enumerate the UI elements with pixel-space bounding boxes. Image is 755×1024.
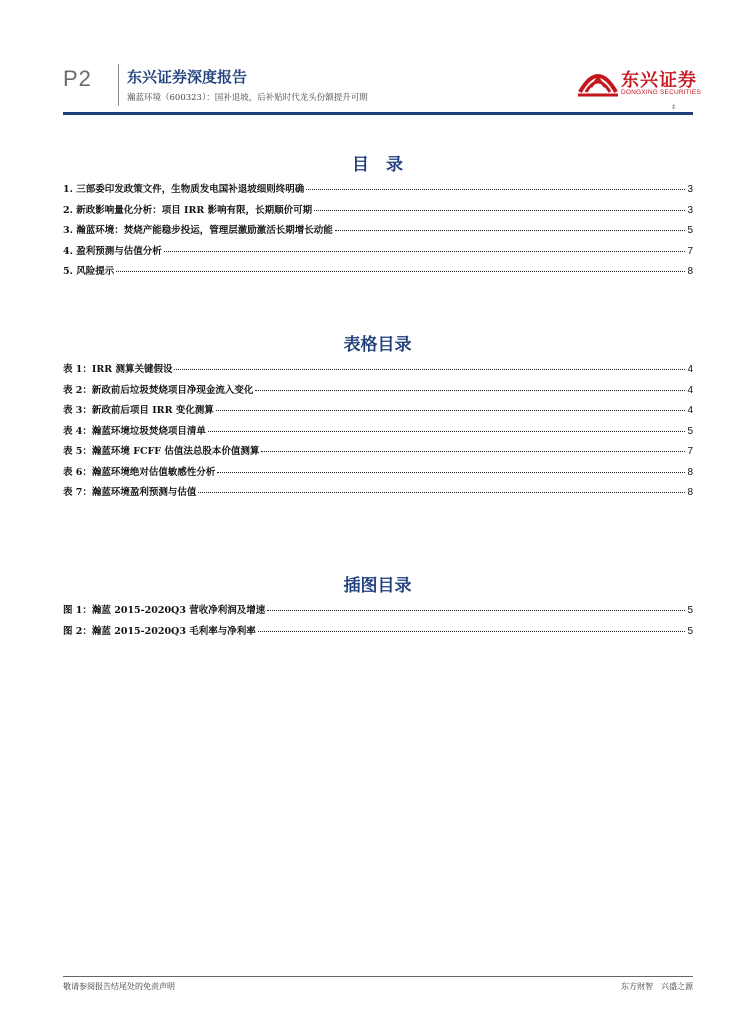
leader-dots bbox=[261, 450, 685, 452]
tables-toc-title: 表格目录 bbox=[343, 335, 412, 355]
table-toc-item-page: 7 bbox=[687, 446, 693, 457]
leader-dots bbox=[255, 389, 685, 391]
toc-item[interactable] bbox=[63, 243, 693, 264]
leader-dots bbox=[314, 209, 685, 211]
leader-dots bbox=[217, 471, 685, 473]
footer-rule bbox=[63, 976, 693, 977]
footer-slogan: 东方财智 兴盛之源 bbox=[621, 982, 693, 991]
leader-dots bbox=[306, 188, 685, 190]
tables-toc-list bbox=[63, 361, 693, 505]
leader-dots bbox=[116, 270, 685, 272]
toc-item[interactable] bbox=[63, 222, 693, 243]
toc-item[interactable] bbox=[63, 202, 693, 223]
leader-dots bbox=[216, 409, 686, 411]
table-toc-item[interactable] bbox=[63, 484, 693, 505]
toc-item-page: 8 bbox=[687, 266, 693, 277]
figure-toc-item[interactable] bbox=[63, 602, 693, 623]
table-toc-item-page: 8 bbox=[687, 487, 693, 498]
table-toc-item-label: 表 6：瀚蓝环境绝对估值敏感性分析 bbox=[63, 466, 216, 478]
logo-english-text: DONGXING SECURITIES bbox=[621, 89, 702, 96]
figure-toc-item-label: 图 1：瀚蓝 2015-2020Q3 营收净利润及增速 bbox=[63, 605, 266, 616]
table-toc-item-label: 表 2：新政前后垃圾焚烧项目净现金流入变化 bbox=[63, 384, 254, 396]
toc-item-page: 5 bbox=[687, 225, 693, 236]
table-toc-item-label: 表 1：IRR 测算关键假设 bbox=[63, 364, 173, 375]
logo-text: 东兴证券 bbox=[621, 70, 697, 91]
toc-title: 目 录 bbox=[352, 155, 403, 175]
toc-item-label: 1. 三部委印发政策文件，生物质发电国补退坡细则终明确 bbox=[63, 184, 305, 195]
table-toc-item[interactable] bbox=[63, 382, 693, 403]
table-toc-item-label: 表 4：瀚蓝环境垃圾焚烧项目清单 bbox=[63, 425, 206, 437]
table-toc-item-label: 表 3：新政前后项目 IRR 变化测算 bbox=[63, 405, 214, 416]
table-toc-item-page: 4 bbox=[687, 405, 693, 416]
table-toc-item-label: 表 7：瀚蓝环境盈利预测与估值 bbox=[63, 487, 197, 498]
table-toc-item-page: 5 bbox=[687, 425, 693, 437]
toc-item-page: 3 bbox=[687, 184, 693, 195]
leader-dots bbox=[208, 430, 686, 432]
figure-toc-item-page: 5 bbox=[687, 605, 693, 616]
table-toc-item-page: 4 bbox=[687, 384, 693, 396]
toc-item-page: 3 bbox=[687, 204, 693, 216]
leader-dots bbox=[164, 250, 686, 252]
leader-dots bbox=[267, 609, 685, 611]
corner-mark: ‡ bbox=[672, 103, 676, 111]
leader-dots bbox=[198, 491, 685, 493]
figure-toc-item[interactable] bbox=[63, 623, 693, 644]
table-toc-item[interactable] bbox=[63, 402, 693, 423]
table-toc-item-label: 表 5：瀚蓝环境 FCFF 估值法总股本价值测算 bbox=[63, 446, 260, 457]
toc-item-label: 4. 盈利预测与估值分析 bbox=[63, 245, 162, 257]
header-divider bbox=[118, 64, 119, 106]
toc-item-page: 7 bbox=[687, 245, 693, 257]
toc-item[interactable] bbox=[63, 181, 693, 202]
table-toc-item[interactable] bbox=[63, 361, 693, 382]
page-header bbox=[0, 0, 755, 118]
header-rule bbox=[63, 112, 693, 115]
toc-list bbox=[63, 181, 693, 284]
figures-toc-list bbox=[63, 602, 693, 643]
table-toc-item-page: 8 bbox=[687, 466, 693, 478]
leader-dots bbox=[258, 630, 686, 632]
table-toc-item[interactable] bbox=[63, 423, 693, 444]
figure-toc-item-label: 图 2：瀚蓝 2015-2020Q3 毛利率与净利率 bbox=[63, 625, 256, 637]
toc-item-label: 5. 风险提示 bbox=[63, 266, 115, 277]
toc-item[interactable] bbox=[63, 263, 693, 284]
toc-item-label: 2. 新政影响量化分析：项目 IRR 影响有限，长期顺价可期 bbox=[63, 204, 313, 216]
figures-toc-title: 插图目录 bbox=[343, 576, 412, 596]
figure-toc-item-page: 5 bbox=[687, 625, 693, 637]
table-toc-item[interactable] bbox=[63, 464, 693, 485]
report-title: 东兴证券深度报告 bbox=[127, 68, 248, 86]
leader-dots bbox=[174, 368, 685, 370]
leader-dots bbox=[335, 229, 686, 231]
table-toc-item[interactable] bbox=[63, 443, 693, 464]
footer-disclaimer: 敬请参阅报告结尾处的免责声明 bbox=[63, 982, 175, 991]
page-number: P2 bbox=[63, 66, 92, 91]
report-subtitle: 瀚蓝环境（600323）：国补退坡，后补贴时代龙头份额提升可期 bbox=[127, 93, 368, 103]
toc-item-label: 3. 瀚蓝环境：焚烧产能稳步投运，管理层激励激活长期增长动能 bbox=[63, 225, 333, 236]
table-toc-item-page: 4 bbox=[687, 364, 693, 375]
